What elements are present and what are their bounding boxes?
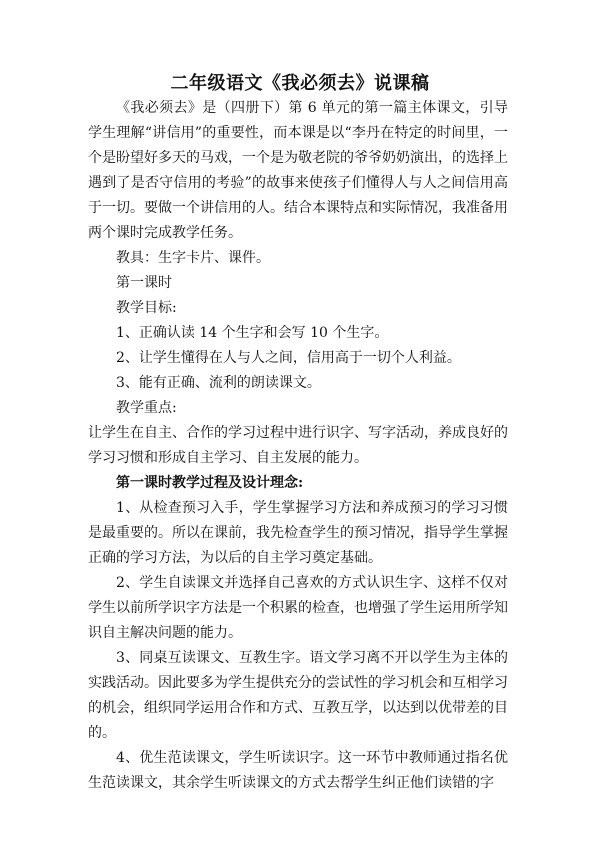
process-step: 3、同桌互读课文、互教生字。语文学习离不开以学生为主体的实践活动。因此要多为学生提供充分的尝试性的学习机会和互相学习的机会，组织同学运用合作和方式、互教互学，以达到以优带差的目的。 [88, 650, 508, 741]
intro-paragraph: 《我必须去》是（四册下）第 6 单元的第一篇主体课文，引导学生理解“讲信用”的重要性，而本课是以“李丹在特定的时间里，一个是盼望好多天的马戏，一个是为敬老院的爷爷奶奶演出，的选择上遇到了是否守信用的考验”的故事来使孩子们懂得人与人之间信用高于一切。要做一个讲信用的人。结合本课特点和实际情况，我准备用两个课时完成教学任务。 [88, 100, 508, 241]
key-points-paragraph: 让学生在自主、合作的学习过程中进行识字、写字活动，养成良好的学习习惯和形成自主学习、自主发展的能力。 [88, 425, 508, 466]
key-points-heading: 教学重点: [116, 400, 177, 416]
process-step: 4、优生范读课文，学生听读识字。这一环节中教师通过指名优生范读课文，其余学生听读课文的方式去帮学生纠正他们读错的字 [88, 750, 508, 791]
objectives-heading: 教学目标: [116, 300, 177, 316]
process-step: 1、从检查预习入手，学生掌握学习方法和养成预习的学习习惯是最重要的。所以在课前，我先检查学生的预习情况，指导学生掌握正确的学习方法，为以后的自主学习奠定基础。 [88, 500, 508, 566]
teaching-aids: 教具：生字卡片、课件。 [116, 250, 270, 266]
document-title: 二年级语文《我必须去》说课稿 [170, 73, 430, 94]
process-heading: 第一课时教学过程及设计理念: [116, 475, 304, 491]
process-step: 2、学生自读课文并选择自己喜欢的方式认识生字、这样不仅对学生以前所学识字方法是一个积累的检查，也增强了学生运用所学知识自主解决问题的能力。 [88, 575, 508, 641]
objective-item: 1、正确认读 14 个生字和会写 10 个生字。 [116, 325, 389, 341]
objective-item: 3、能有正确、流利的朗读课文。 [116, 375, 321, 391]
document-body [88, 96, 508, 796]
objective-item: 2、让学生懂得在人与人之间，信用高于一切个人利益。 [116, 350, 461, 366]
lesson-heading: 第一课时 [116, 275, 172, 291]
